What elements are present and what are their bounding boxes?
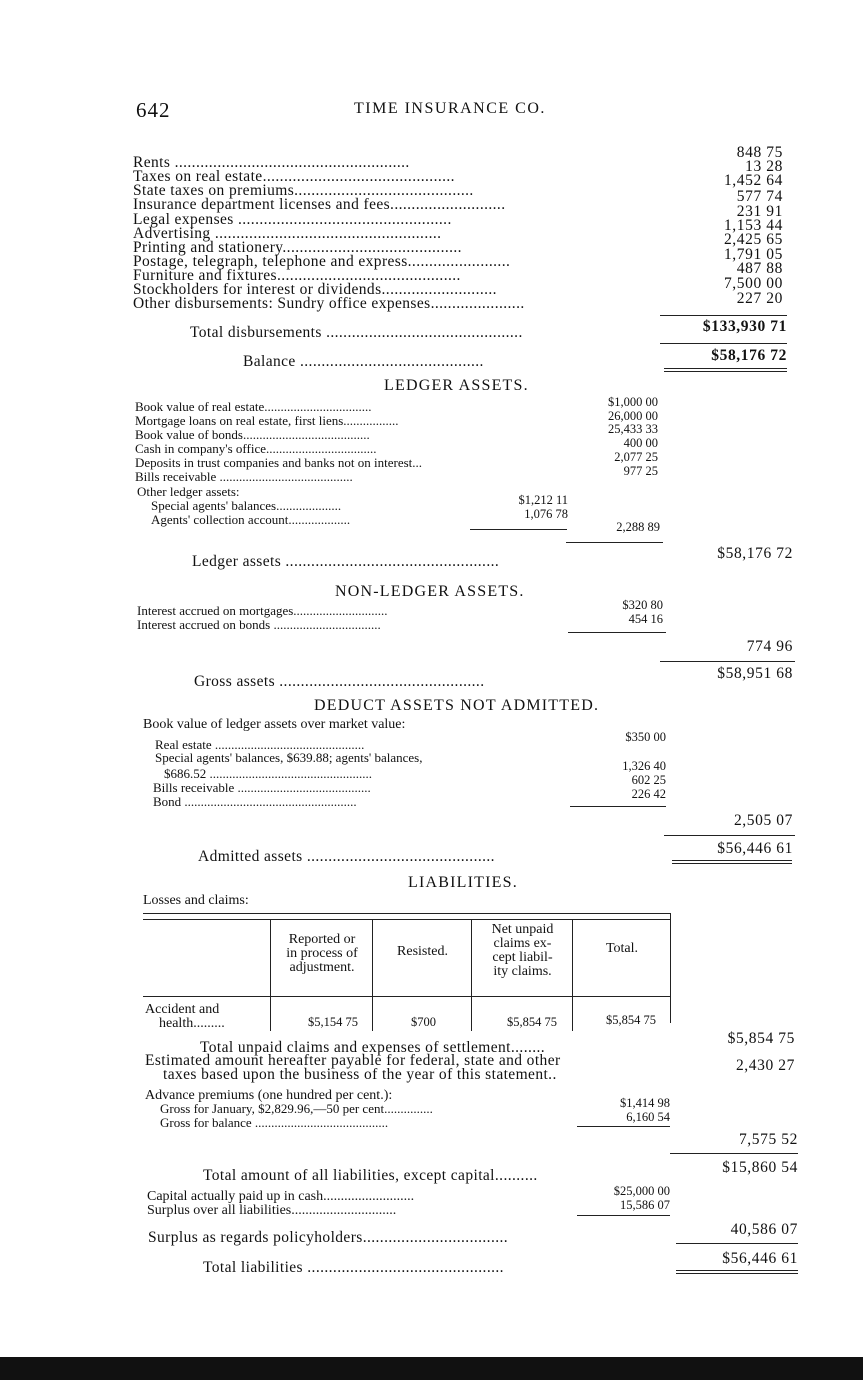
surplus-policyholders-label: Surplus as regards policyholders.................................. [148,1229,509,1246]
divider [566,542,663,543]
scan-edge-bar [0,1357,863,1380]
list-item-amount: 1,452 64 [723,172,783,189]
list-item-label: Furniture and fixtures........................................... [133,267,461,284]
table-header-rule [143,996,670,997]
list-item-label: Book value of real estate................................. [135,399,372,414]
table-column-divider [670,913,671,1023]
admitted-assets-label: Admitted assets ............................................ [198,848,495,865]
divider [577,1126,670,1127]
running-header: TIME INSURANCE CO. [354,100,546,117]
list-item-amount: $1,414 98 [620,1096,670,1110]
list-item-amount: 2,077 25 [614,450,658,464]
list-item-amount: 1,153 44 [723,217,783,234]
divider [577,1215,670,1216]
list-item-amount: 454 16 [628,612,663,626]
deduct-intro: Book value of ledger assets over market value: [143,717,406,732]
table-header-reported: Reported or in process of adjustment. [286,932,358,975]
deduct-subtotal: 2,505 07 [733,812,793,829]
list-item-amount: 25,433 33 [608,422,658,436]
list-item-amount: 1,076 78 [524,507,568,521]
losses-label: Losses and claims: [143,893,249,908]
list-item-amount: $1,000 00 [608,395,658,409]
list-item-label: Stockholders for interest or dividends........................... [133,281,497,298]
section-heading: DEDUCT ASSETS NOT ADMITTED. [314,697,600,714]
list-item-label: Gross for January, $2,829.96,—50 per cent............... [160,1101,433,1116]
divider [660,661,795,662]
table-cell: $700 [411,1015,436,1029]
page-number: 642 [136,98,171,122]
list-item-label: Special agents' balances.................... [151,498,342,513]
list-item-label: State taxes on premiums.......................................... [133,182,474,199]
list-item-amount: 2,425 65 [723,231,783,248]
divider [568,632,666,633]
total-liabilities-label: Total liabilities .............................................. [203,1259,504,1276]
divider [670,1153,798,1154]
double-divider [676,1270,798,1274]
table-cell: $5,854 75 [507,1015,557,1029]
list-item-amount: 848 75 [736,144,783,161]
list-item-label: Book value of bonds....................................... [135,427,370,442]
ledger-total-label: Ledger assets .................................................. [192,553,500,570]
list-item-label: Agents' collection account................... [151,512,351,527]
section-heading: LEDGER ASSETS. [384,377,529,394]
list-item-label: Special agents' balances, $639.88; agents' balances, [155,750,423,765]
list-item-amount: 13 28 [745,158,783,175]
list-item-amount: 231 91 [736,203,783,220]
balance-label: Balance ........................................... [243,353,484,370]
gross-assets-amount: $58,951 68 [717,665,793,682]
ledger-total-amount: $58,176 72 [717,545,793,562]
list-item-amount: 227 20 [736,290,783,307]
divider [660,315,787,316]
list-item-label: Interest accrued on bonds ................................. [137,617,381,632]
liability-label: Total unpaid claims and expenses of settlement........ [200,1039,546,1056]
total-except-capital-amount: $15,860 54 [722,1159,798,1176]
divider [664,835,795,836]
list-item-amount: 7,500 00 [723,275,783,292]
total-except-capital-label: Total amount of all liabilities, except capital.......... [203,1167,538,1184]
list-item-label: Advertising ..................................................... [133,225,442,242]
list-item-label: Mortgage loans on real estate, first liens................. [135,413,399,428]
divider [660,343,787,344]
liability-label: taxes based upon the business of the year of this statement.. [163,1066,557,1083]
table-column-divider [471,919,472,1031]
list-item-label: Cash in company's office.................................. [135,441,377,456]
table-column-divider [372,919,373,1031]
nonledger-subtotal: 774 96 [746,638,793,655]
list-item-label: Rents ....................................................... [133,154,410,171]
liability-amount: $5,854 75 [727,1030,795,1047]
list-item-label: Real estate .............................................. [155,737,365,752]
total-liabilities-amount: $56,446 61 [722,1250,798,1267]
other-ledger-label: Other ledger assets: [137,484,240,499]
divider [470,529,567,530]
list-item-label: Gross for balance ......................................... [160,1115,389,1130]
list-item-label: Postage, telegraph, telephone and express........................ [133,253,511,270]
surplus-policyholders-amount: 40,586 07 [730,1221,798,1238]
table-header-net-unpaid: Net unpaid claims ex- cept liabil- ity claims. [491,922,554,979]
list-item-amount: 15,586 07 [620,1198,670,1212]
list-item-label: Printing and stationery.......................................... [133,239,462,256]
total-disbursements-amount: $133,930 71 [702,318,787,335]
liability-label: Estimated amount hereafter payable for federal, state and other [145,1052,561,1069]
list-item-label: Bond ..................................................... [153,794,357,809]
divider [676,1243,798,1244]
divider [570,806,666,807]
list-item-label: Capital actually paid up in cash.......................... [147,1189,415,1204]
advance-label: Advance premiums (one hundred per cent.): [145,1088,393,1103]
table-column-divider [270,919,271,1031]
table-top-rule [143,919,670,920]
liability-amount: 2,430 27 [735,1057,795,1074]
section-heading: LIABILITIES. [408,874,518,891]
table-cell: $5,154 75 [308,1015,358,1029]
list-item-label: $686.52 .................................................. [164,766,372,781]
list-item-amount: $1,212 11 [518,493,568,507]
admitted-assets-amount: $56,446 61 [717,840,793,857]
list-item-amount: 602 25 [631,773,666,787]
list-item-amount: 400 00 [623,436,658,450]
list-item-label: Surplus over all liabilities.............................. [147,1203,397,1218]
double-divider [672,860,792,864]
list-item-label: Bills receivable ......................................... [135,469,353,484]
table-row-label: health......... [159,1016,225,1031]
list-item-amount: $25,000 00 [613,1184,670,1198]
list-item-amount: 577 74 [736,188,783,205]
list-item-label: Deposits in trust companies and banks not on interest... [135,455,423,470]
gross-assets-label: Gross assets ................................................ [194,673,485,690]
list-item-amount: 26,000 00 [608,409,658,423]
list-item-amount: 6,160 54 [626,1110,670,1124]
list-item-label: Other disbursements: Sundry office expenses...................... [133,295,525,312]
list-item-label: Interest accrued on mortgages............................. [137,603,388,618]
table-cell: $5,854 75 [606,1013,656,1027]
table-row-label: Accident and [145,1002,220,1017]
list-item-amount: $350 00 [625,730,666,744]
double-divider [664,368,787,372]
table-column-divider [572,919,573,1031]
list-item-amount: 1,791 05 [723,246,783,263]
table-header-total: Total. [605,941,639,956]
list-item-amount: 487 88 [736,260,783,277]
table-header-resisted: Resisted. [397,944,448,959]
advance-total: 7,575 52 [738,1131,798,1148]
list-item-label: Taxes on real estate............................................. [133,168,455,185]
list-item-amount: 977 25 [623,464,658,478]
balance-amount: $58,176 72 [711,347,787,364]
list-item-label: Insurance department licenses and fees........................... [133,196,506,213]
subtotal-amount: 2,288 89 [616,520,660,534]
section-heading: NON-LEDGER ASSETS. [335,583,525,600]
table-top-rule [143,913,670,914]
total-disbursements-label: Total disbursements .............................................. [190,324,523,341]
list-item-label: Legal expenses .................................................. [133,211,452,228]
list-item-amount: 226 42 [631,787,666,801]
list-item-amount: 1,326 40 [622,759,666,773]
list-item-label: Bills receivable ......................................... [153,780,371,795]
list-item-amount: $320 80 [622,598,663,612]
